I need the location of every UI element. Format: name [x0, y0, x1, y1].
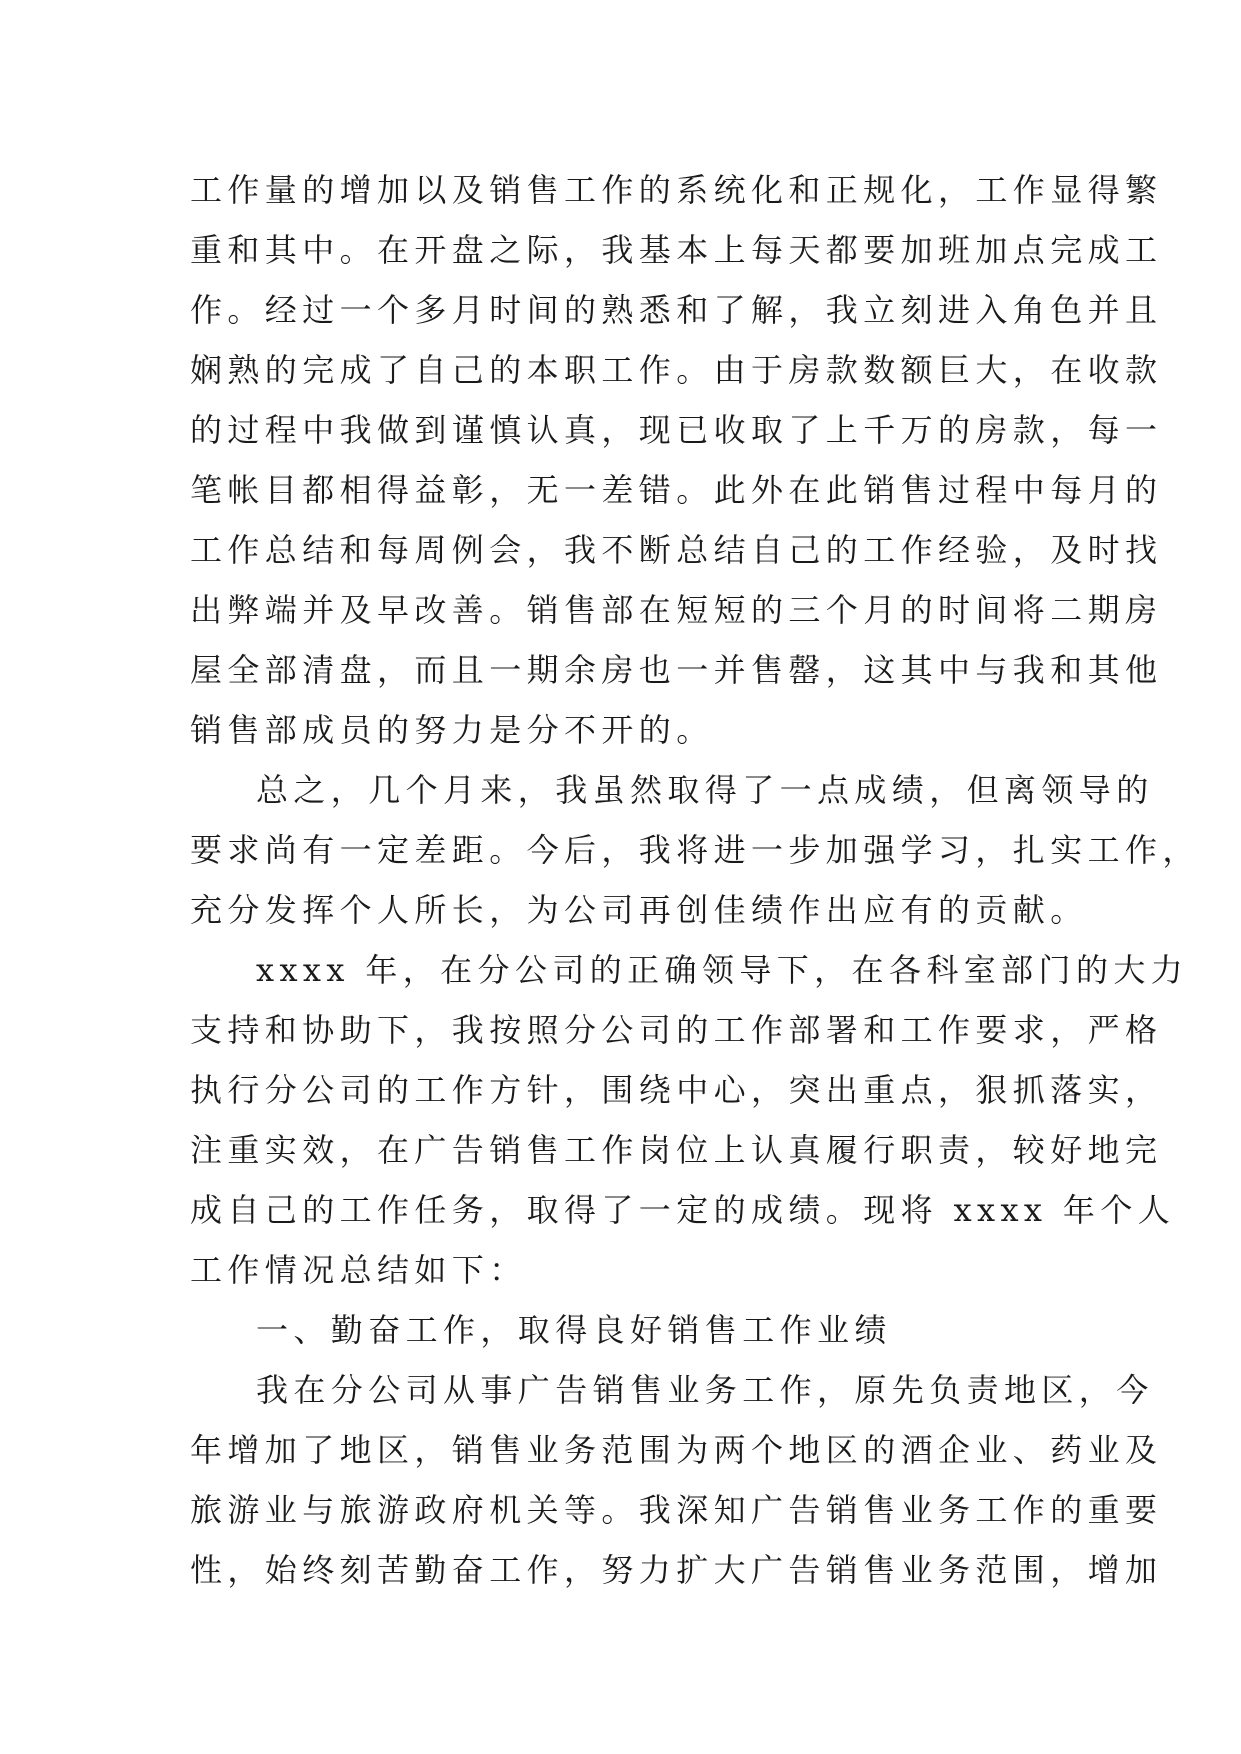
text-line: 销售部成员的努力是分不开的。 [190, 711, 714, 749]
text-line: 出弊端并及早改善。销售部在短短的三个月的时间将二期房 [190, 591, 1163, 629]
section-heading: 一、勤奋工作，取得良好销售工作业绩 [256, 1311, 892, 1349]
text-line: 屋全部清盘，而且一期余房也一并售罄，这其中与我和其他 [190, 651, 1163, 689]
text-line: 成自己的工作任务，取得了一定的成绩。现将 xxxx 年个人 [190, 1191, 1176, 1229]
text-line: 年增加了地区，销售业务范围为两个地区的酒企业、药业及 [190, 1431, 1163, 1469]
paragraph-first-line: xxxx 年，在分公司的正确领导下，在各科室部门的大力 [256, 951, 1189, 989]
text-line: 工作情况总结如下： [190, 1251, 527, 1289]
text-line: 笔帐目都相得益彰，无一差错。此外在此销售过程中每月的 [190, 471, 1163, 509]
text-line: 工作量的增加以及销售工作的系统化和正规化，工作显得繁 [190, 171, 1163, 209]
text-line: 工作总结和每周例会，我不断总结自己的工作经验，及时找 [190, 531, 1163, 569]
text-line: 性，始终刻苦勤奋工作，努力扩大广告销售业务范围，增加 [190, 1551, 1163, 1589]
text-line: 充分发挥个人所长，为公司再创佳绩作出应有的贡献。 [190, 891, 1088, 929]
text-line: 注重实效，在广告销售工作岗位上认真履行职责，较好地完 [190, 1131, 1163, 1169]
text-line: 执行分公司的工作方针，围绕中心，突出重点，狠抓落实， [190, 1071, 1163, 1109]
text-line: 支持和协助下，我按照分公司的工作部署和工作要求，严格 [190, 1011, 1163, 1049]
text-line: 重和其中。在开盘之际，我基本上每天都要加班加点完成工 [190, 231, 1163, 269]
text-line: 作。经过一个多月时间的熟悉和了解，我立刻进入角色并且 [190, 291, 1163, 329]
text-line: 旅游业与旅游政府机关等。我深知广告销售业务工作的重要 [190, 1491, 1163, 1529]
text-line: 的过程中我做到谨慎认真，现已收取了上千万的房款，每一 [190, 411, 1163, 449]
document-body [190, 160, 1200, 1600]
text-line: 要求尚有一定差距。今后，我将进一步加强学习，扎实工作， [190, 831, 1200, 869]
paragraph-first-line: 总之，几个月来，我虽然取得了一点成绩，但离领导的 [256, 771, 1154, 809]
text-line: 娴熟的完成了自己的本职工作。由于房款数额巨大，在收款 [190, 351, 1163, 389]
paragraph-first-line: 我在分公司从事广告销售业务工作，原先负责地区，今 [256, 1371, 1154, 1409]
